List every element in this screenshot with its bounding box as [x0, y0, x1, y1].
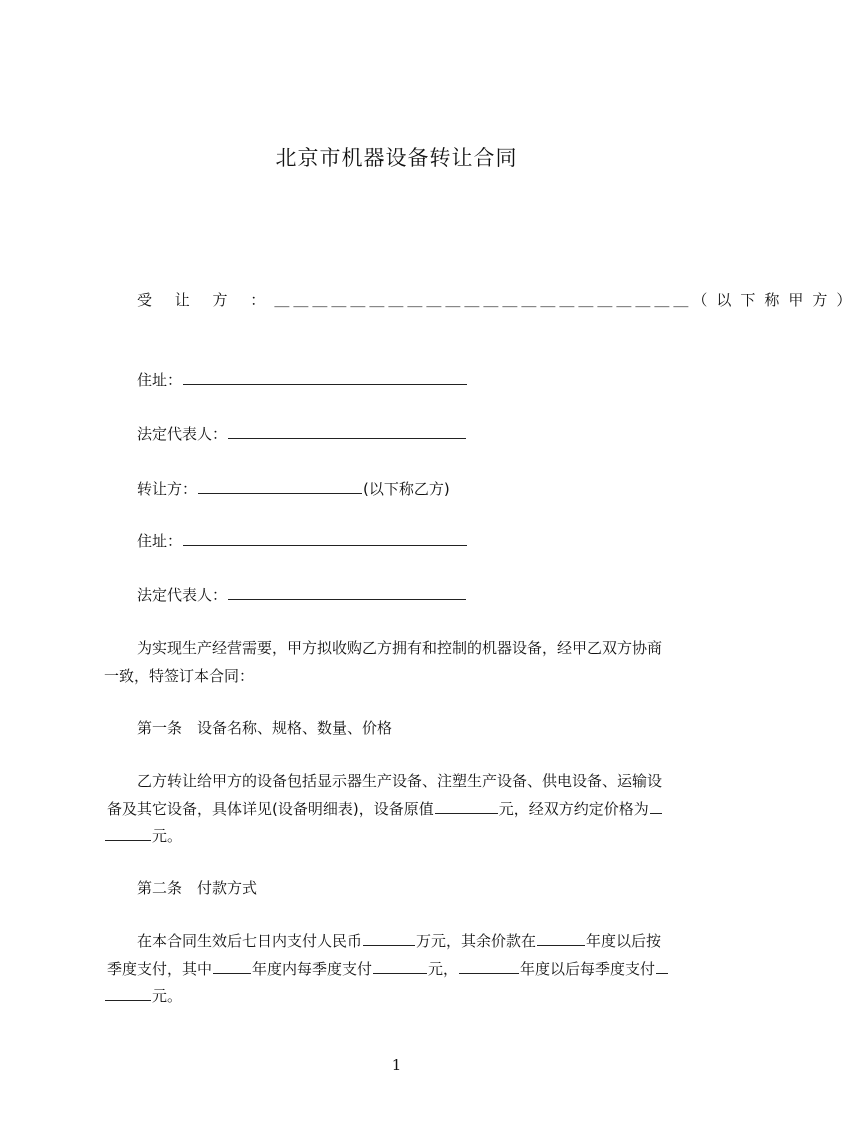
transferee-rep-blank[interactable] [228, 424, 466, 439]
article-1-line-2: 备及其它设备，具体详见(设备明细表)，设备原值 元，经双方约定价格为 [107, 799, 663, 819]
transferor-name-blank[interactable] [198, 479, 362, 494]
year-blank-1[interactable] [213, 959, 251, 974]
page-number: 1 [391, 1056, 402, 1074]
article-1-heading: 第一条 设备名称、规格、数量、价格 [137, 719, 393, 737]
transferee-label: 受 让 方 ： [137, 291, 275, 309]
article-2-line-3: 元。 [104, 986, 182, 1006]
rep-label: 法定代表人： [137, 586, 228, 604]
article-2-heading: 第二条 付款方式 [137, 879, 258, 897]
transferor-rep-blank[interactable] [228, 585, 466, 600]
transferor-address-blank[interactable] [183, 531, 467, 546]
address-label: 住址： [137, 532, 183, 550]
article-1-line-1: 乙方转让给甲方的设备包括显示器生产设备、注塑生产设备、供电设备、运输设 [137, 772, 663, 790]
preamble-line-1: 为实现生产经营需要，甲方拟收购乙方拥有和控制的机器设备，经甲乙双方协商 [137, 639, 663, 657]
agreed-price-blank[interactable] [650, 799, 662, 814]
transferee-line [137, 290, 860, 310]
rep-label: 法定代表人： [137, 425, 228, 443]
article-2-line-1: 在本合同生效后七日内支付人民币 万元，其余价款在 年度以后按 [137, 932, 662, 950]
transferee-address-blank[interactable] [183, 370, 467, 385]
contract-title: 北京市机器设备转让合同 [275, 146, 518, 170]
address-label: 住址： [137, 371, 183, 389]
transferor-rep-line [137, 585, 467, 605]
transferee-name-blank[interactable]: ＿＿＿＿＿＿＿＿＿＿＿＿＿＿＿＿＿＿＿＿＿＿ [274, 291, 693, 309]
balance-year-blank[interactable] [537, 931, 585, 946]
transferor-label: 转让方： [137, 480, 198, 498]
quarterly-amount-blank-2[interactable] [656, 959, 668, 974]
transferor-address-line [137, 531, 468, 551]
transferor-suffix: (以下称乙方) [363, 480, 450, 498]
article-1-line-3: 元。 [104, 826, 182, 846]
transferee-rep-line [137, 424, 467, 444]
article-2-line-2: 季度支付，其中 年度内每季度支付 元， 年度以后每季度支付 [107, 959, 669, 979]
quarterly-amount-blank-2-cont[interactable] [105, 986, 151, 1001]
year-blank-2[interactable] [459, 959, 519, 974]
agreed-price-blank-cont[interactable] [105, 826, 151, 841]
transferee-suffix: （以下称甲方） [692, 291, 860, 309]
quarterly-amount-blank-1[interactable] [373, 959, 427, 974]
transferee-address-line [137, 370, 468, 390]
transferor-line [137, 479, 450, 499]
initial-payment-blank[interactable] [363, 931, 415, 946]
preamble-line-2: 一致，特签订本合同： [104, 667, 255, 685]
original-value-blank[interactable] [435, 799, 498, 814]
